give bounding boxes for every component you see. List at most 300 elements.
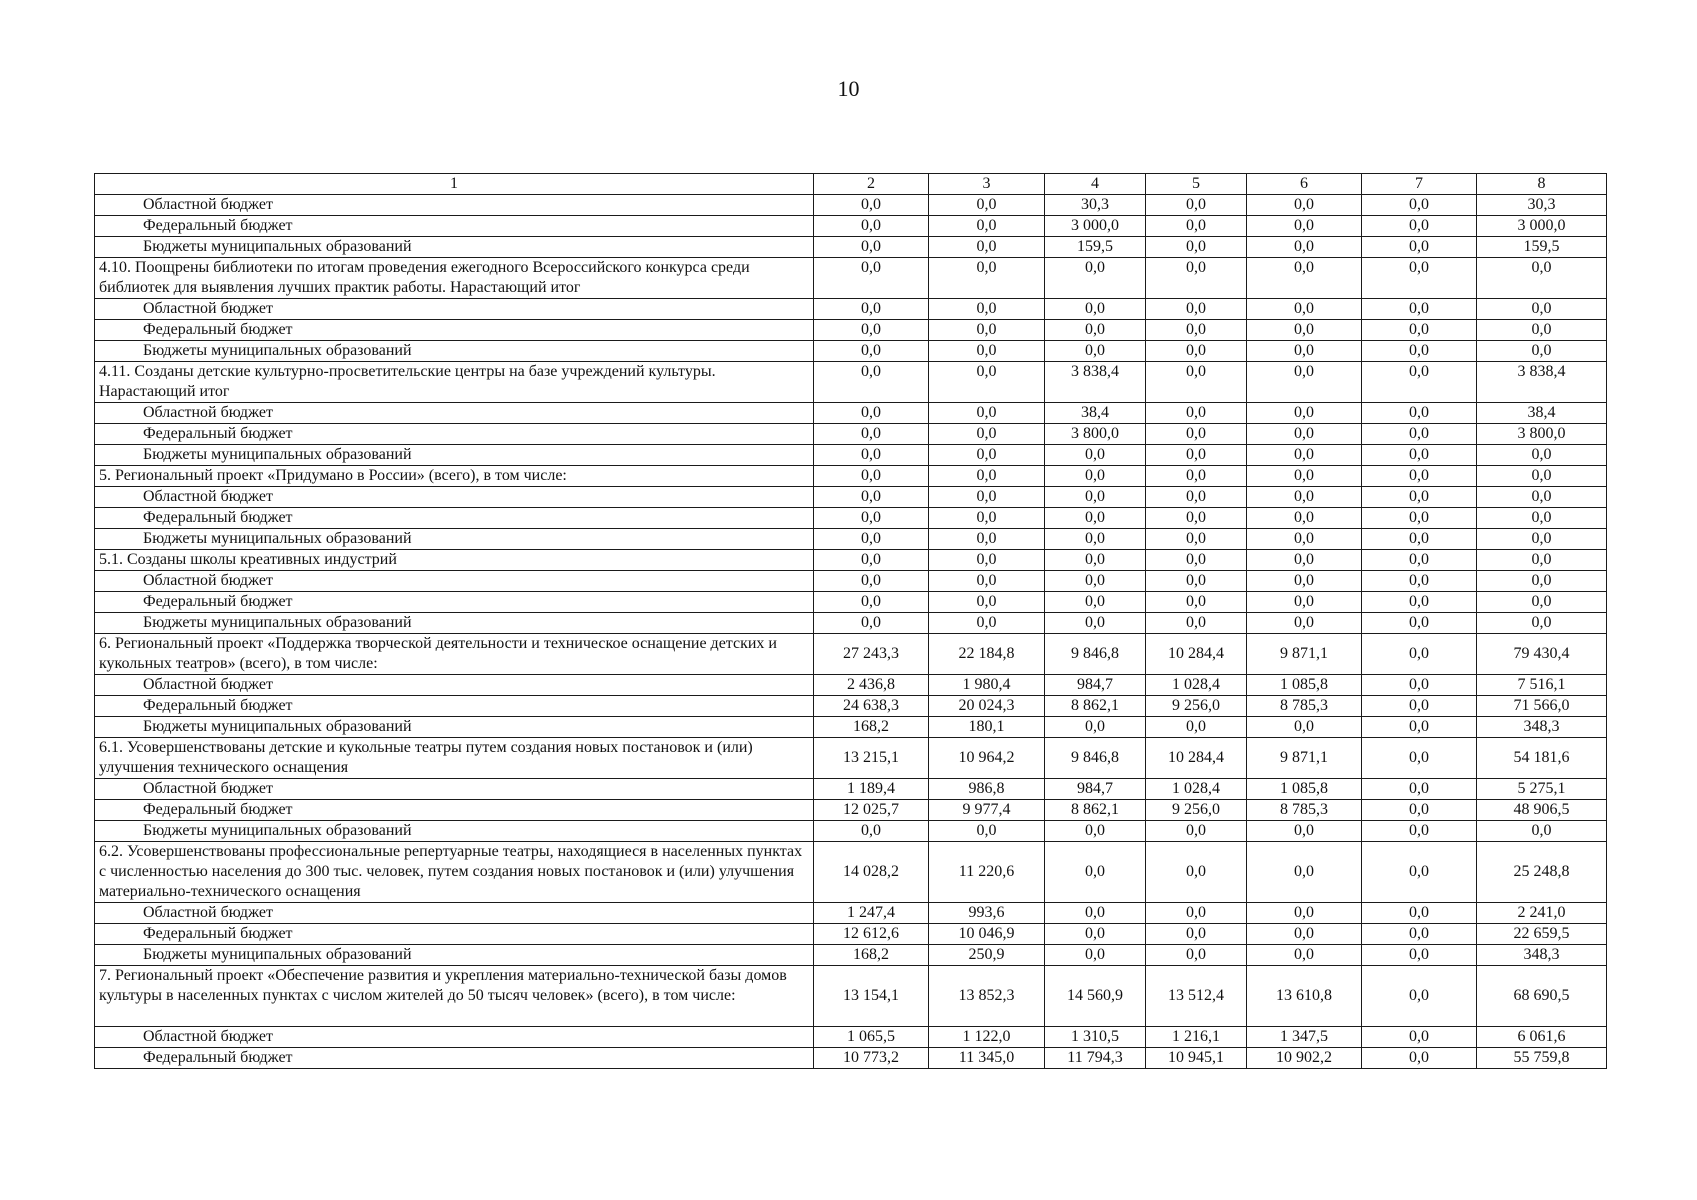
cell-value: 0,0 <box>1045 508 1146 529</box>
cell-value: 0,0 <box>1146 403 1247 424</box>
cell-value: 3 000,0 <box>1477 216 1607 237</box>
cell-value: 0,0 <box>814 258 929 299</box>
cell-value: 0,0 <box>1362 675 1477 696</box>
cell-value: 0,0 <box>1477 529 1607 550</box>
cell-value: 0,0 <box>814 445 929 466</box>
table-row <box>95 903 1607 924</box>
cell-value: 0,0 <box>1247 529 1362 550</box>
cell-value: 0,0 <box>814 403 929 424</box>
cell-value: 0,0 <box>1045 717 1146 738</box>
row-label: 6.2. Усовершенствованы профессиональные репертуарные театры, находящиеся в населенных пунктах с численностью населения до 300 тыс. человек, путем создания новых постановок и (или) улучшения материально-технического оснащения <box>95 842 814 903</box>
cell-value: 13 610,8 <box>1247 966 1362 1027</box>
cell-value: 20 024,3 <box>929 696 1045 717</box>
cell-value: 6 061,6 <box>1477 1027 1607 1048</box>
cell-value: 0,0 <box>1247 258 1362 299</box>
cell-value: 48 906,5 <box>1477 800 1607 821</box>
cell-value: 55 759,8 <box>1477 1048 1607 1069</box>
cell-value: 10 945,1 <box>1146 1048 1247 1069</box>
table-row <box>95 779 1607 800</box>
cell-value: 0,0 <box>1362 320 1477 341</box>
cell-value: 0,0 <box>814 821 929 842</box>
row-label: 6.1. Усовершенствованы детские и кукольные театры путем создания новых постановок и (или) улучшения технического оснащения <box>95 738 814 779</box>
table-row <box>95 1027 1607 1048</box>
cell-value: 0,0 <box>929 320 1045 341</box>
table-row <box>95 258 1607 299</box>
cell-value: 0,0 <box>929 403 1045 424</box>
row-sublabel: Федеральный бюджет <box>95 424 814 445</box>
cell-value: 0,0 <box>1247 550 1362 571</box>
cell-value: 0,0 <box>929 571 1045 592</box>
cell-value: 0,0 <box>1146 821 1247 842</box>
cell-value: 0,0 <box>1146 613 1247 634</box>
cell-value: 0,0 <box>1247 924 1362 945</box>
cell-value: 0,0 <box>1247 362 1362 403</box>
table-row <box>95 216 1607 237</box>
cell-value: 0,0 <box>1146 487 1247 508</box>
cell-value: 0,0 <box>929 529 1045 550</box>
cell-value: 0,0 <box>1045 945 1146 966</box>
cell-value: 0,0 <box>1362 966 1477 1027</box>
cell-value: 0,0 <box>1146 842 1247 903</box>
cell-value: 0,0 <box>1247 299 1362 320</box>
cell-value: 0,0 <box>1146 299 1247 320</box>
cell-value: 0,0 <box>1362 1048 1477 1069</box>
cell-value: 0,0 <box>1247 508 1362 529</box>
cell-value: 2 241,0 <box>1477 903 1607 924</box>
cell-value: 0,0 <box>1477 571 1607 592</box>
cell-value: 10 046,9 <box>929 924 1045 945</box>
cell-value: 3 838,4 <box>1045 362 1146 403</box>
table-row <box>95 1048 1607 1069</box>
cell-value: 0,0 <box>1477 445 1607 466</box>
table-row <box>95 945 1607 966</box>
column-header: 4 <box>1045 174 1146 195</box>
cell-value: 1 028,4 <box>1146 779 1247 800</box>
cell-value: 0,0 <box>1146 924 1247 945</box>
cell-value: 0,0 <box>814 466 929 487</box>
cell-value: 25 248,8 <box>1477 842 1607 903</box>
cell-value: 1 122,0 <box>929 1027 1045 1048</box>
row-label: 6. Региональный проект «Поддержка творческой деятельности и техническое оснащение детских и кукольных театров» (всего), в том числе: <box>95 634 814 675</box>
row-sublabel: Бюджеты муниципальных образований <box>95 237 814 258</box>
cell-value: 0,0 <box>1247 237 1362 258</box>
cell-value: 0,0 <box>814 237 929 258</box>
cell-value: 0,0 <box>1362 237 1477 258</box>
cell-value: 0,0 <box>1247 821 1362 842</box>
cell-value: 0,0 <box>1146 529 1247 550</box>
cell-value: 0,0 <box>929 821 1045 842</box>
cell-value: 0,0 <box>1362 216 1477 237</box>
table-row <box>95 800 1607 821</box>
cell-value: 9 871,1 <box>1247 738 1362 779</box>
cell-value: 0,0 <box>1146 362 1247 403</box>
cell-value: 14 560,9 <box>1045 966 1146 1027</box>
cell-value: 0,0 <box>1146 903 1247 924</box>
cell-value: 0,0 <box>1247 945 1362 966</box>
row-sublabel: Федеральный бюджет <box>95 800 814 821</box>
cell-value: 0,0 <box>929 550 1045 571</box>
cell-value: 0,0 <box>929 195 1045 216</box>
row-label: 4.10. Поощрены библиотеки по итогам проведения ежегодного Всероссийского конкурса среди библиотек для выявления лучших практик работы. Нарастающий итог <box>95 258 814 299</box>
cell-value: 9 846,8 <box>1045 738 1146 779</box>
cell-value: 1 189,4 <box>814 779 929 800</box>
cell-value: 3 838,4 <box>1477 362 1607 403</box>
cell-value: 0,0 <box>1362 592 1477 613</box>
row-sublabel: Федеральный бюджет <box>95 320 814 341</box>
cell-value: 0,0 <box>1045 924 1146 945</box>
cell-value: 10 284,4 <box>1146 634 1247 675</box>
row-sublabel: Бюджеты муниципальных образований <box>95 613 814 634</box>
cell-value: 3 800,0 <box>1045 424 1146 445</box>
cell-value: 0,0 <box>1247 341 1362 362</box>
cell-value: 8 862,1 <box>1045 800 1146 821</box>
cell-value: 0,0 <box>1362 362 1477 403</box>
cell-value: 0,0 <box>1045 613 1146 634</box>
cell-value: 9 256,0 <box>1146 800 1247 821</box>
column-header: 6 <box>1247 174 1362 195</box>
cell-value: 38,4 <box>1477 403 1607 424</box>
cell-value: 0,0 <box>1362 529 1477 550</box>
row-sublabel: Бюджеты муниципальных образований <box>95 341 814 362</box>
cell-value: 11 345,0 <box>929 1048 1045 1069</box>
column-header: 5 <box>1146 174 1247 195</box>
cell-value: 9 871,1 <box>1247 634 1362 675</box>
cell-value: 0,0 <box>1146 945 1247 966</box>
cell-value: 993,6 <box>929 903 1045 924</box>
cell-value: 0,0 <box>1362 613 1477 634</box>
table-row <box>95 821 1607 842</box>
row-sublabel: Областной бюджет <box>95 779 814 800</box>
cell-value: 0,0 <box>1362 487 1477 508</box>
cell-value: 0,0 <box>929 592 1045 613</box>
column-header: 3 <box>929 174 1045 195</box>
cell-value: 0,0 <box>814 592 929 613</box>
cell-value: 0,0 <box>814 613 929 634</box>
cell-value: 12 025,7 <box>814 800 929 821</box>
cell-value: 0,0 <box>1146 258 1247 299</box>
cell-value: 68 690,5 <box>1477 966 1607 1027</box>
cell-value: 0,0 <box>1477 821 1607 842</box>
cell-value: 30,3 <box>1477 195 1607 216</box>
cell-value: 0,0 <box>814 362 929 403</box>
row-label: 5. Региональный проект «Придумано в России» (всего), в том числе: <box>95 466 814 487</box>
cell-value: 0,0 <box>1045 529 1146 550</box>
row-sublabel: Областной бюджет <box>95 487 814 508</box>
row-sublabel: Федеральный бюджет <box>95 1048 814 1069</box>
table-row <box>95 320 1607 341</box>
cell-value: 0,0 <box>1477 487 1607 508</box>
table-row <box>95 466 1607 487</box>
cell-value: 0,0 <box>1362 800 1477 821</box>
cell-value: 0,0 <box>814 341 929 362</box>
cell-value: 0,0 <box>1362 696 1477 717</box>
cell-value: 1 085,8 <box>1247 675 1362 696</box>
cell-value: 0,0 <box>1362 571 1477 592</box>
table-row <box>95 550 1607 571</box>
cell-value: 0,0 <box>1146 424 1247 445</box>
cell-value: 1 216,1 <box>1146 1027 1247 1048</box>
cell-value: 0,0 <box>1045 466 1146 487</box>
cell-value: 0,0 <box>1146 195 1247 216</box>
row-sublabel: Областной бюджет <box>95 571 814 592</box>
cell-value: 11 794,3 <box>1045 1048 1146 1069</box>
cell-value: 0,0 <box>814 216 929 237</box>
cell-value: 0,0 <box>1477 341 1607 362</box>
cell-value: 0,0 <box>1477 592 1607 613</box>
cell-value: 0,0 <box>1247 320 1362 341</box>
table-row <box>95 487 1607 508</box>
cell-value: 0,0 <box>1045 571 1146 592</box>
cell-value: 180,1 <box>929 717 1045 738</box>
cell-value: 10 284,4 <box>1146 738 1247 779</box>
cell-value: 0,0 <box>1362 945 1477 966</box>
cell-value: 0,0 <box>1146 717 1247 738</box>
cell-value: 0,0 <box>1146 320 1247 341</box>
cell-value: 984,7 <box>1045 779 1146 800</box>
cell-value: 0,0 <box>1247 466 1362 487</box>
cell-value: 986,8 <box>929 779 1045 800</box>
cell-value: 0,0 <box>929 424 1045 445</box>
cell-value: 0,0 <box>1362 634 1477 675</box>
table-row <box>95 675 1607 696</box>
cell-value: 0,0 <box>929 299 1045 320</box>
cell-value: 79 430,4 <box>1477 634 1607 675</box>
row-sublabel: Федеральный бюджет <box>95 592 814 613</box>
cell-value: 0,0 <box>814 195 929 216</box>
page-number: 10 <box>837 76 860 101</box>
cell-value: 0,0 <box>1045 550 1146 571</box>
cell-value: 0,0 <box>1247 717 1362 738</box>
cell-value: 0,0 <box>1362 779 1477 800</box>
row-sublabel: Федеральный бюджет <box>95 508 814 529</box>
cell-value: 168,2 <box>814 945 929 966</box>
cell-value: 30,3 <box>1045 195 1146 216</box>
cell-value: 0,0 <box>929 487 1045 508</box>
cell-value: 1 347,5 <box>1247 1027 1362 1048</box>
cell-value: 348,3 <box>1477 945 1607 966</box>
table-row <box>95 696 1607 717</box>
cell-value: 0,0 <box>1247 403 1362 424</box>
table-row <box>95 592 1607 613</box>
table-row <box>95 237 1607 258</box>
cell-value: 0,0 <box>1477 550 1607 571</box>
row-sublabel: Областной бюджет <box>95 403 814 424</box>
table-row <box>95 738 1607 779</box>
table-header-row <box>95 174 1607 195</box>
row-label: 7. Региональный проект «Обеспечение развития и укрепления материально-технической базы домов культуры в населенных пунктах с числом жителей до 50 тысяч человек» (всего), в том числе: <box>95 966 814 1027</box>
table-row <box>95 195 1607 216</box>
cell-value: 14 028,2 <box>814 842 929 903</box>
cell-value: 0,0 <box>1247 445 1362 466</box>
cell-value: 0,0 <box>814 299 929 320</box>
cell-value: 0,0 <box>1247 487 1362 508</box>
cell-value: 13 215,1 <box>814 738 929 779</box>
cell-value: 0,0 <box>929 508 1045 529</box>
cell-value: 0,0 <box>1045 445 1146 466</box>
table-row <box>95 299 1607 320</box>
table-row <box>95 717 1607 738</box>
cell-value: 0,0 <box>1362 924 1477 945</box>
cell-value: 0,0 <box>1362 821 1477 842</box>
cell-value: 0,0 <box>1477 258 1607 299</box>
row-sublabel: Бюджеты муниципальных образований <box>95 945 814 966</box>
cell-value: 0,0 <box>814 508 929 529</box>
cell-value: 0,0 <box>1477 466 1607 487</box>
table-row <box>95 842 1607 903</box>
cell-value: 0,0 <box>1362 195 1477 216</box>
cell-value: 22 184,8 <box>929 634 1045 675</box>
cell-value: 0,0 <box>1045 341 1146 362</box>
cell-value: 0,0 <box>814 529 929 550</box>
cell-value: 0,0 <box>814 320 929 341</box>
cell-value: 10 964,2 <box>929 738 1045 779</box>
cell-value: 1 247,4 <box>814 903 929 924</box>
cell-value: 13 154,1 <box>814 966 929 1027</box>
cell-value: 0,0 <box>1247 613 1362 634</box>
row-sublabel: Областной бюджет <box>95 299 814 320</box>
cell-value: 0,0 <box>1477 613 1607 634</box>
cell-value: 12 612,6 <box>814 924 929 945</box>
cell-value: 0,0 <box>814 487 929 508</box>
cell-value: 0,0 <box>1362 842 1477 903</box>
cell-value: 0,0 <box>929 237 1045 258</box>
table-row <box>95 634 1607 675</box>
cell-value: 9 256,0 <box>1146 696 1247 717</box>
row-sublabel: Бюджеты муниципальных образований <box>95 821 814 842</box>
cell-value: 13 512,4 <box>1146 966 1247 1027</box>
cell-value: 0,0 <box>1247 903 1362 924</box>
cell-value: 0,0 <box>929 466 1045 487</box>
cell-value: 0,0 <box>1045 487 1146 508</box>
cell-value: 0,0 <box>1362 466 1477 487</box>
cell-value: 1 065,5 <box>814 1027 929 1048</box>
cell-value: 8 785,3 <box>1247 696 1362 717</box>
row-sublabel: Федеральный бюджет <box>95 216 814 237</box>
cell-value: 159,5 <box>1477 237 1607 258</box>
cell-value: 0,0 <box>1045 592 1146 613</box>
row-sublabel: Федеральный бюджет <box>95 696 814 717</box>
cell-value: 11 220,6 <box>929 842 1045 903</box>
cell-value: 2 436,8 <box>814 675 929 696</box>
cell-value: 0,0 <box>1045 258 1146 299</box>
table-row <box>95 341 1607 362</box>
cell-value: 348,3 <box>1477 717 1607 738</box>
cell-value: 0,0 <box>1362 258 1477 299</box>
table-row <box>95 445 1607 466</box>
cell-value: 0,0 <box>1477 299 1607 320</box>
cell-value: 0,0 <box>1045 842 1146 903</box>
cell-value: 0,0 <box>1146 508 1247 529</box>
row-sublabel: Областной бюджет <box>95 195 814 216</box>
row-sublabel: Областной бюджет <box>95 903 814 924</box>
cell-value: 0,0 <box>814 424 929 445</box>
cell-value: 0,0 <box>929 258 1045 299</box>
cell-value: 168,2 <box>814 717 929 738</box>
cell-value: 5 275,1 <box>1477 779 1607 800</box>
cell-value: 3 000,0 <box>1045 216 1146 237</box>
cell-value: 0,0 <box>1362 1027 1477 1048</box>
cell-value: 0,0 <box>1146 592 1247 613</box>
cell-value: 0,0 <box>1146 341 1247 362</box>
cell-value: 54 181,6 <box>1477 738 1607 779</box>
cell-value: 1 028,4 <box>1146 675 1247 696</box>
column-header: 2 <box>814 174 929 195</box>
cell-value: 24 638,3 <box>814 696 929 717</box>
row-sublabel: Бюджеты муниципальных образований <box>95 717 814 738</box>
cell-value: 7 516,1 <box>1477 675 1607 696</box>
cell-value: 0,0 <box>929 613 1045 634</box>
cell-value: 0,0 <box>1362 738 1477 779</box>
cell-value: 38,4 <box>1045 403 1146 424</box>
cell-value: 0,0 <box>1362 424 1477 445</box>
table-row <box>95 966 1607 1027</box>
budget-table <box>94 173 1607 1069</box>
table-row <box>95 529 1607 550</box>
row-sublabel: Областной бюджет <box>95 1027 814 1048</box>
table-row <box>95 508 1607 529</box>
cell-value: 22 659,5 <box>1477 924 1607 945</box>
cell-value: 0,0 <box>1362 445 1477 466</box>
cell-value: 0,0 <box>1362 550 1477 571</box>
cell-value: 0,0 <box>1045 320 1146 341</box>
cell-value: 0,0 <box>1362 508 1477 529</box>
cell-value: 0,0 <box>1045 299 1146 320</box>
column-header: 1 <box>95 174 814 195</box>
cell-value: 8 862,1 <box>1045 696 1146 717</box>
table-body <box>95 195 1607 1069</box>
cell-value: 0,0 <box>1045 821 1146 842</box>
cell-value: 71 566,0 <box>1477 696 1607 717</box>
table-row <box>95 924 1607 945</box>
column-header: 7 <box>1362 174 1477 195</box>
cell-value: 10 902,2 <box>1247 1048 1362 1069</box>
row-sublabel: Федеральный бюджет <box>95 924 814 945</box>
table-row <box>95 362 1607 403</box>
cell-value: 3 800,0 <box>1477 424 1607 445</box>
cell-value: 0,0 <box>1247 216 1362 237</box>
cell-value: 0,0 <box>929 341 1045 362</box>
row-sublabel: Областной бюджет <box>95 675 814 696</box>
table-row <box>95 424 1607 445</box>
cell-value: 8 785,3 <box>1247 800 1362 821</box>
table-row <box>95 613 1607 634</box>
cell-value: 1 310,5 <box>1045 1027 1146 1048</box>
table-row <box>95 571 1607 592</box>
cell-value: 0,0 <box>1362 403 1477 424</box>
row-label: 5.1. Созданы школы креативных индустрий <box>95 550 814 571</box>
cell-value: 0,0 <box>1146 237 1247 258</box>
cell-value: 0,0 <box>929 362 1045 403</box>
cell-value: 250,9 <box>929 945 1045 966</box>
cell-value: 0,0 <box>1477 320 1607 341</box>
cell-value: 0,0 <box>1146 445 1247 466</box>
table-row <box>95 403 1607 424</box>
cell-value: 0,0 <box>1362 299 1477 320</box>
cell-value: 0,0 <box>1247 195 1362 216</box>
cell-value: 0,0 <box>1146 216 1247 237</box>
cell-value: 0,0 <box>1146 571 1247 592</box>
cell-value: 0,0 <box>929 445 1045 466</box>
cell-value: 0,0 <box>929 216 1045 237</box>
column-header: 8 <box>1477 174 1607 195</box>
cell-value: 0,0 <box>1146 466 1247 487</box>
row-label: 4.11. Созданы детские культурно-просветительские центры на базе учреждений культуры. Нарастающий итог <box>95 362 814 403</box>
cell-value: 984,7 <box>1045 675 1146 696</box>
cell-value: 0,0 <box>1247 424 1362 445</box>
cell-value: 0,0 <box>1247 592 1362 613</box>
cell-value: 0,0 <box>1362 717 1477 738</box>
cell-value: 0,0 <box>1477 508 1607 529</box>
